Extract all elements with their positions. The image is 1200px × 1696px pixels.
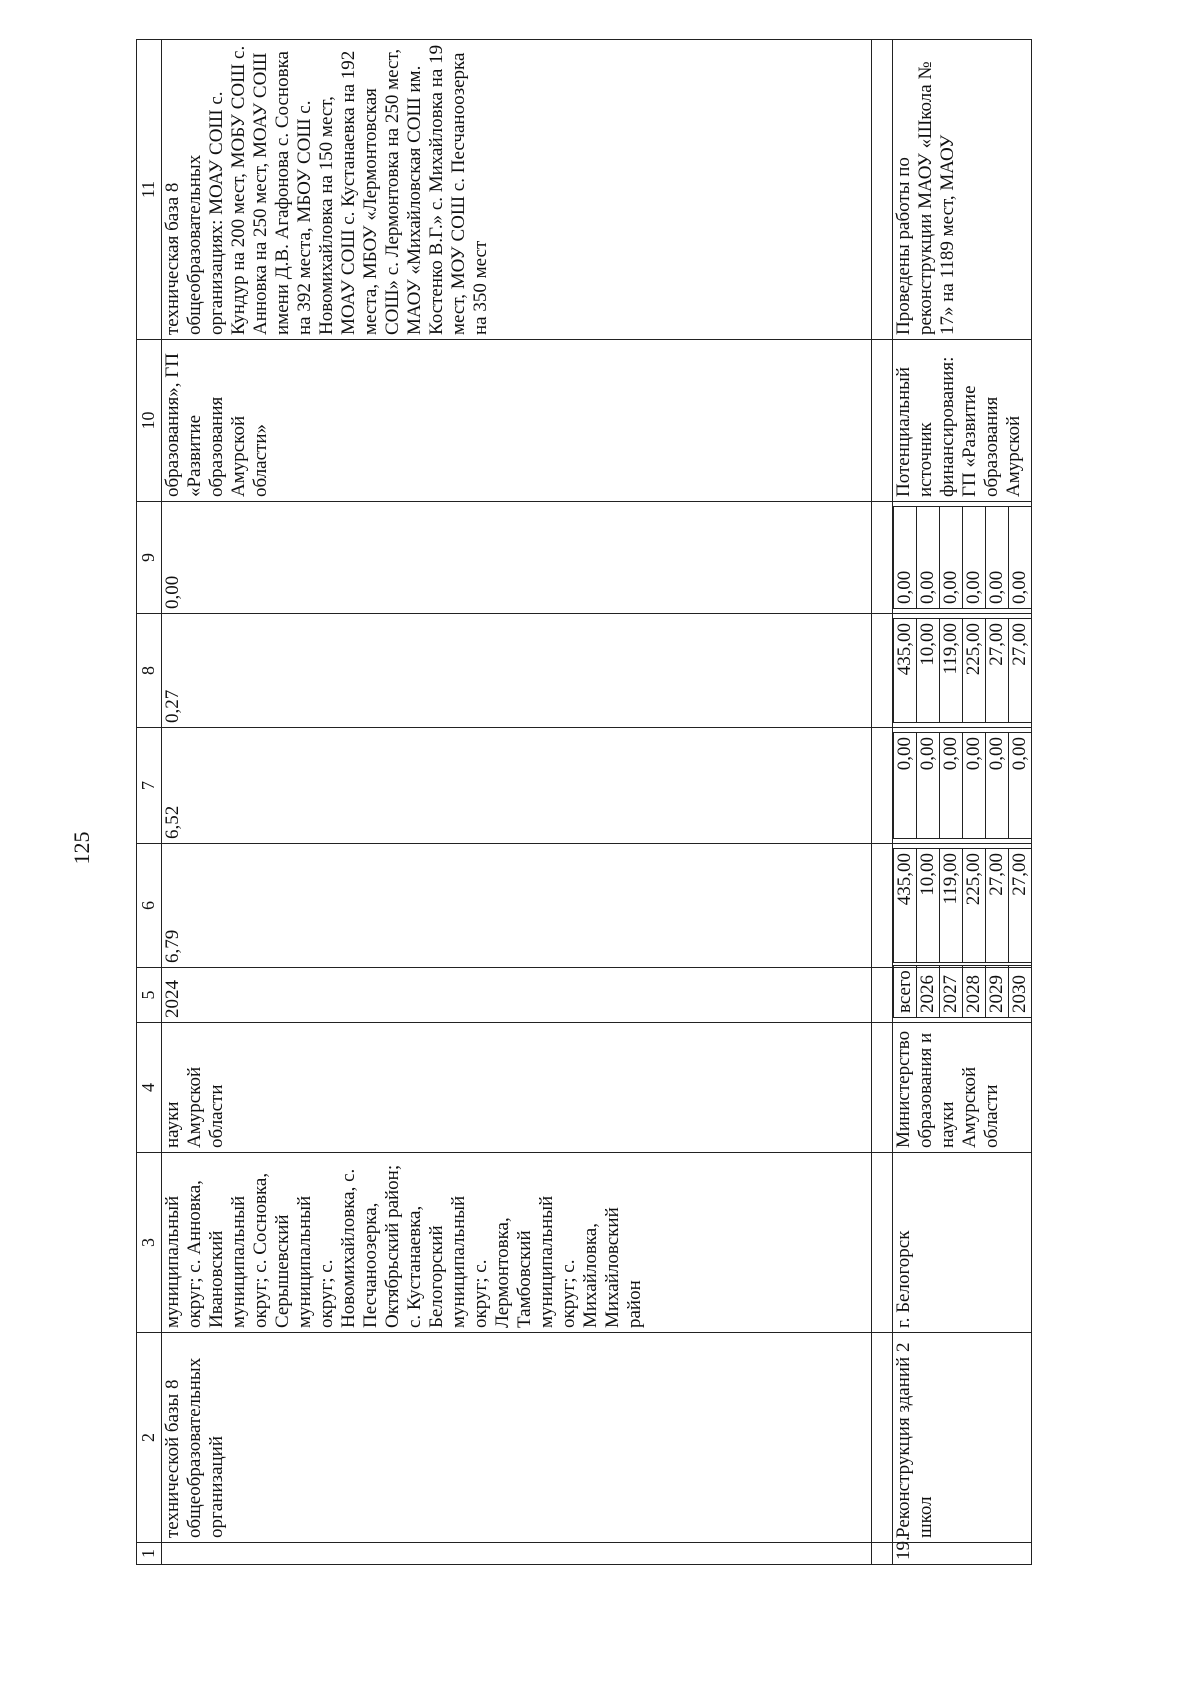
result-cell: техническая база 8 общеобразовательных организациях: МОАУ СОШ с. Кундур на 200 мест, МОБУ СОШ с. Анновка на 250 мест, МОАУ СОШ имени Д.В. Агафонова с. Сосновка на 392 места, МБОУ СОШ с. Новомихайловка на 150 мест, МОАУ СОШ с. Кустанаевка на 192 места, МБОУ «Лермонтовская СОШ» с. Лермонтовка на 250 мест, МАОУ «Михайловская СОШ им. Костенко В.Г.» с. Михайловка на 19 мест, МОУ СОШ с. Песчаноозерка на 350 мест	[162, 40, 872, 340]
v9-2027: 0,00	[940, 507, 963, 609]
v6-2027: 119,00	[940, 849, 963, 963]
v8-total: 435,00	[894, 619, 917, 723]
header-col-8: 8	[137, 614, 162, 728]
table-row	[893, 40, 1032, 1565]
value-col7-cell: 6,52	[162, 728, 872, 844]
v8-2030: 27,00	[1009, 619, 1032, 723]
header-col-11: 11	[137, 40, 162, 340]
measure-name-cell: Реконструкция зданий 2 школ	[893, 1333, 1032, 1543]
v8-2029: 27,00	[986, 619, 1009, 723]
v8-2028: 225,00	[963, 619, 986, 723]
program-table	[136, 39, 1032, 1565]
v6-total: 435,00	[894, 849, 917, 963]
value-col7-cell	[893, 728, 1032, 844]
table-row	[162, 40, 872, 1565]
v6-2029: 27,00	[986, 849, 1009, 963]
location-cell: г. Белогорск	[893, 1153, 1032, 1333]
year-cell	[893, 968, 1032, 1023]
header-col-3: 3	[137, 1153, 162, 1333]
header-col-9: 9	[137, 502, 162, 614]
year-2027: 2027	[940, 966, 963, 1018]
rotated-table-container	[136, 40, 1030, 1565]
value-col6-cell: 6,79	[162, 844, 872, 968]
year-2029: 2029	[986, 966, 1009, 1018]
year-2030: 2030	[1009, 966, 1032, 1018]
value-col9-cell	[893, 502, 1032, 614]
header-col-4: 4	[137, 1023, 162, 1153]
header-col-2: 2	[137, 1333, 162, 1543]
header-col-6: 6	[137, 844, 162, 968]
location-cell: муниципальный округ; с. Анновка, Ивановский муниципальный округ; с. Сосновка, Серышевский муниципальный округ; с. Новомихайловка, с. Песчаноозерка, Октябрьский район; с. Кустанаевка, Белогорский муниципальный округ; с. Лермонтовка, Тамбовский муниципальный округ; с. Михайловка, Михайловский район	[162, 1153, 872, 1333]
v7-2028: 0,00	[963, 733, 986, 839]
year-2026: 2026	[917, 966, 940, 1018]
v9-2030: 0,00	[1009, 507, 1032, 609]
v9-2029: 0,00	[986, 507, 1009, 609]
header-col-5: 5	[137, 968, 162, 1023]
v7-total: 0,00	[894, 733, 917, 839]
value-col9-cell: 0,00	[162, 502, 872, 614]
header-col-10: 10	[137, 340, 162, 502]
year-total: всего	[894, 966, 917, 1018]
value-col6-cell	[893, 844, 1032, 968]
funding-source-cell: образования», ГП «Развитие образования Амурской области»	[162, 340, 872, 502]
value-col8-cell: 0,27	[162, 614, 872, 728]
page-number: 125	[69, 831, 94, 865]
v9-total: 0,00	[894, 507, 917, 609]
v6-2026: 10,00	[917, 849, 940, 963]
header-row	[137, 40, 162, 1565]
v7-2027: 0,00	[940, 733, 963, 839]
spacer-row	[872, 40, 893, 1565]
year-2028: 2028	[963, 966, 986, 1018]
executor-cell: науки Амурской области	[162, 1023, 872, 1153]
v9-2028: 0,00	[963, 507, 986, 609]
year-cell: 2024	[162, 968, 872, 1023]
value-col8-cell	[893, 614, 1032, 728]
row-index-cell	[162, 1543, 872, 1565]
v8-2026: 10,00	[917, 619, 940, 723]
result-cell: Проведены работы по реконструкции МАОУ «Школа № 17» на 1189 мест, МАОУ	[893, 40, 1032, 340]
v7-2026: 0,00	[917, 733, 940, 839]
header-col-1: 1	[137, 1543, 162, 1565]
v7-2029: 0,00	[986, 733, 1009, 839]
v6-2028: 225,00	[963, 849, 986, 963]
v9-2026: 0,00	[917, 507, 940, 609]
executor-cell: Министерство образования и науки Амурской области	[893, 1023, 1032, 1153]
funding-source-cell: Потенциальный источник финансирования: ГП «Развитие образования Амурской	[893, 340, 1032, 502]
measure-name-cell: технической базы 8 общеобразовательных организаций	[162, 1333, 872, 1543]
v6-2030: 27,00	[1009, 849, 1032, 963]
v8-2027: 119,00	[940, 619, 963, 723]
v7-2030: 0,00	[1009, 733, 1032, 839]
header-col-7: 7	[137, 728, 162, 844]
row-index-cell: 19.	[893, 1543, 1032, 1565]
